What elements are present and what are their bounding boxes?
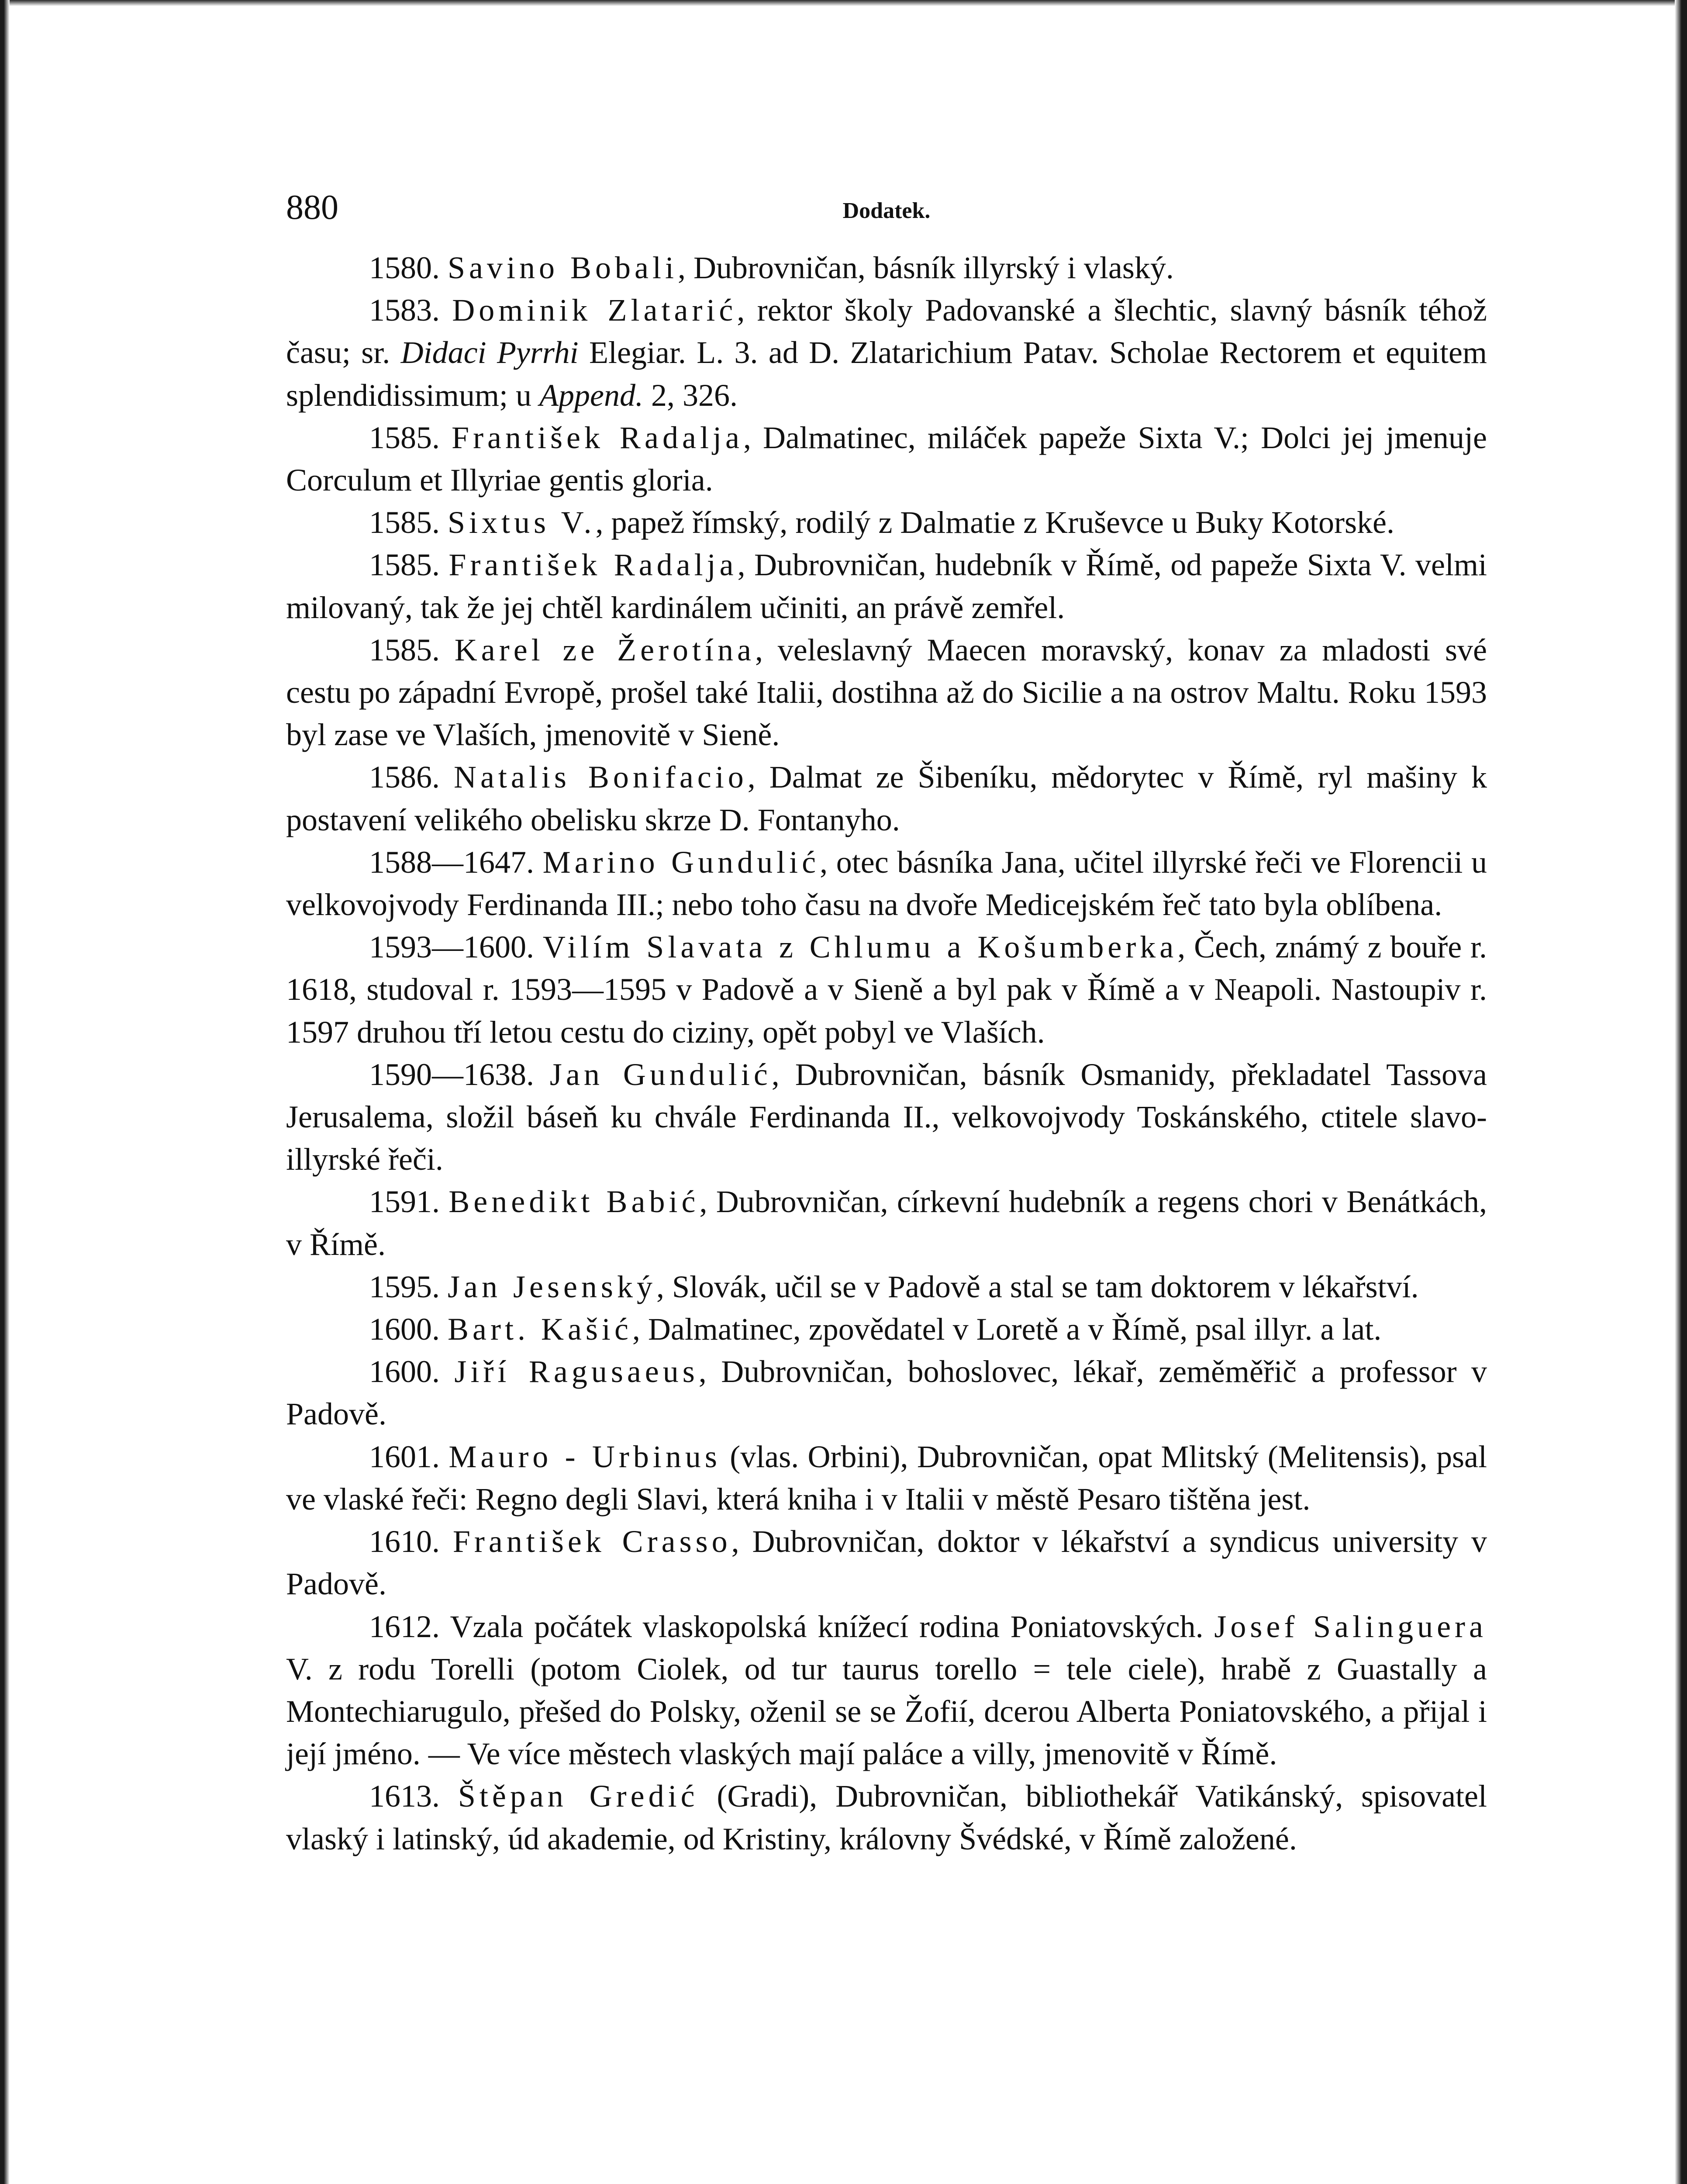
entry-person: Savino Bobali xyxy=(448,250,678,285)
entry-year: 1585. xyxy=(369,547,440,583)
entry-year: 1591. xyxy=(369,1184,440,1220)
entry-year: 1585. xyxy=(369,420,440,455)
entry-1600-kasic xyxy=(286,1308,1487,1351)
entry-text-continued: V. z rodu Torelli (potom Ciolek, od tur taurus torello = tele ciele), hrabě z Guastally a Montechiarugulo, přešed do Polsky, oženil se se Žofií, dcerou Alberta Poniatovského, a přijal i její jméno. — Ve více městech vlaských mají paláce a villy, jmenovitě v Římě. xyxy=(286,1651,1487,1772)
entry-1586 xyxy=(286,756,1487,841)
entry-text: , rektor školy Padovanské a šlechtic, slavný básník téhož času; sr. xyxy=(286,293,1487,370)
entry-person: Natalis Bonifacio xyxy=(453,760,748,795)
entry-year: 1593—1600. xyxy=(369,930,534,965)
entry-1583 xyxy=(286,289,1487,417)
entry-text: , Dalmatinec, zpovědatel v Loretě a v Římě, psal illyr. a lat. xyxy=(632,1312,1382,1347)
entry-year: 1583. xyxy=(369,293,440,328)
entry-1585-radalja xyxy=(286,417,1487,501)
entry-text: , Dalmat ze Šibeníku, mědorytec v Římě, ryl mašiny k postavení velikého obelisku skrze D. Fontanyho. xyxy=(286,760,1487,837)
chronology-list xyxy=(286,247,1487,1860)
entry-1593-1600 xyxy=(286,926,1487,1054)
entry-person: Karel ze Žerotína xyxy=(454,632,756,667)
entry-year: 1588—1647. xyxy=(369,844,534,880)
entry-person: Jan Jesenský xyxy=(448,1269,656,1304)
entry-person: Vilím Slavata z Chlumu a Košumberka xyxy=(542,930,1178,965)
entry-1588-1647 xyxy=(286,841,1487,926)
entry-text: , Dubrovničan, básník illyrský i vlaský. xyxy=(678,250,1174,285)
entry-year: 1610. xyxy=(369,1524,440,1559)
entry-text: (vlas. Orbini), Dubrovničan, opat Mlitský (Melitensis), psal ve vlaské řeči: Regno degli Slavi, která kniha i v Italii v městě Pesaro tištěna jest. xyxy=(286,1439,1487,1517)
entry-year: 1585. xyxy=(369,505,440,540)
entry-person: Josef Salinguera xyxy=(1214,1609,1487,1644)
entry-1585-zerotin xyxy=(286,629,1487,757)
entry-text: , Dubrovničan, básník Osmanidy, překladatel Tassova Jerusalema, složil báseň ku chvále Ferdinanda II., velkovojvody Toskánského, ctitele slavo-illyrské řeči. xyxy=(286,1057,1487,1177)
entry-person: Jan Gundulić xyxy=(549,1057,772,1092)
running-title: Dodatek. xyxy=(842,198,931,223)
entry-1590-1638 xyxy=(286,1054,1487,1181)
entry-year: 1580. xyxy=(369,250,440,285)
entry-year: 1601. xyxy=(369,1439,440,1474)
entry-person: Dominik Zlatarić xyxy=(452,293,737,328)
page-header xyxy=(286,186,1487,229)
entry-1601 xyxy=(286,1436,1487,1521)
entry-1595 xyxy=(286,1266,1487,1308)
entry-text: (Gradi), Dubrovničan, bibliothekář Vatikánský, spisovatel vlaský i latinský, úd akademie, od Kristiny, královny Švédské, v Římě založené. xyxy=(286,1779,1487,1856)
entry-year: 1613. xyxy=(369,1779,440,1814)
scan-edge-right xyxy=(1675,0,1687,2184)
entry-italic-source: Didaci Pyrrhi xyxy=(400,335,579,370)
entry-text: , Slovák, učil se v Padově a stal se tam doktorem v lékařství. xyxy=(656,1269,1419,1304)
entry-text: , Dubrovničan, církevní hudebník a regens chori v Benátkách, v Římě. xyxy=(286,1184,1487,1262)
entry-person: František Radalja xyxy=(448,547,738,583)
entry-person: Benedikt Babić xyxy=(448,1184,700,1220)
entry-year: 1600. xyxy=(369,1354,440,1389)
entry-year: 1586. xyxy=(369,760,440,795)
entry-person: Štěpan Gredić xyxy=(458,1779,699,1814)
scan-edge-left xyxy=(0,0,10,2184)
entry-text: , veleslavný Maecen moravský, konav za mladosti své cestu po západní Evropě, prošel také Italii, dostihna až do Sicilie a na ostrov Maltu. Roku 1593 byl zase ve Vlaších, jmenovitě v Sieně. xyxy=(286,632,1487,753)
entry-text: , Dubrovničan, hudebník v Římě, od papeže Sixta V. velmi milovaný, tak že jej chtěl kardinálem učiniti, an právě zemřel. xyxy=(286,547,1487,625)
entry-italic-reference: Append. xyxy=(539,377,643,413)
entry-text: Vzala počátek vlaskopolská knížecí rodina Poniatovských. xyxy=(450,1609,1214,1644)
entry-1585-radalja-2 xyxy=(286,544,1487,629)
entry-person: Mauro - Urbinus xyxy=(448,1439,721,1474)
entry-person: Sixtus V. xyxy=(448,505,596,540)
entry-person: František Crasso xyxy=(452,1524,731,1559)
entry-text-continued: Elegiar. L. 3. ad D. Zlatarichium Patav. Scholae Rectorem et equitem splendidissimum; u xyxy=(286,335,1487,413)
entry-1585-sixtus xyxy=(286,501,1487,544)
entry-text: , Dubrovničan, bohoslovec, lékař, zeměměřič a professor v Padově. xyxy=(286,1354,1487,1432)
entry-text: , papež římský, rodilý z Dalmatie z Kruševce u Buky Kotorské. xyxy=(595,505,1394,540)
page-number: 880 xyxy=(286,188,338,227)
entry-year: 1590—1638. xyxy=(369,1057,534,1092)
entry-year: 1600. xyxy=(369,1312,440,1347)
entry-text-end: 2, 326. xyxy=(643,377,738,413)
entry-year: 1585. xyxy=(369,632,440,667)
entry-text: , Čech, známý z bouře r. 1618, studoval r. 1593—1595 v Padově a v Sieně a byl pak v Římě a v Neapoli. Nastoupiv r. 1597 druhou tří letou cestu do ciziny, opět pobyl ve Vlaších. xyxy=(286,930,1487,1050)
entry-year: 1612. xyxy=(369,1609,440,1644)
entry-person: Marino Gundulić xyxy=(542,844,820,880)
entry-1613 xyxy=(286,1775,1487,1860)
entry-1612 xyxy=(286,1606,1487,1776)
entry-text: , Dalmatinec, miláček papeže Sixta V.; Dolci jej jmenuje Corculum et Illyriae gentis gloria. xyxy=(286,420,1487,498)
entry-1600-ragusaeus xyxy=(286,1351,1487,1435)
entry-person: František Radalja xyxy=(452,420,743,455)
entry-text: , otec básníka Jana, učitel illyrské řeči ve Florencii u velkovojvody Ferdinanda III.; nebo toho času na dvoře Medicejském řeč tato byla oblíbena. xyxy=(286,844,1487,923)
entry-person: Jiří Ragusaeus xyxy=(454,1354,699,1389)
entry-year: 1595. xyxy=(369,1269,440,1304)
entry-text: , Dubrovničan, doktor v lékařství a syndicus university v Padově. xyxy=(286,1524,1487,1602)
entry-person: Bart. Kašić xyxy=(448,1312,632,1347)
entry-1591 xyxy=(286,1181,1487,1265)
entry-1580 xyxy=(286,247,1487,289)
entry-1610 xyxy=(286,1521,1487,1605)
scan-edge-top xyxy=(0,0,1687,6)
